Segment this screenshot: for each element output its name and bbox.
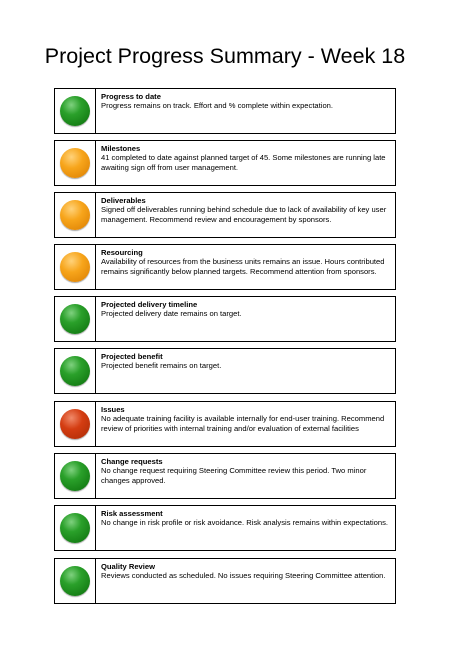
- row-description: Availability of resources from the business units remains an issue. Hours contributed remains significantly below planned targets. Recommend attention from sponsors.: [101, 257, 385, 276]
- status-row-quality-review: [54, 558, 396, 604]
- row-heading: Resourcing: [101, 248, 143, 257]
- row-description: 41 completed to date against planned target of 45. Some milestones are running late awaiting sign off from user management.: [101, 153, 386, 172]
- status-row-risk-assessment: [54, 505, 396, 551]
- row-description: Signed off deliverables running behind schedule due to lack of availability of key user management. Recommend review and encouragement by sponsors.: [101, 205, 387, 224]
- status-row-deliverables: [54, 192, 396, 238]
- page-title: Project Progress Summary - Week 18: [44, 44, 406, 68]
- status-row-change-requests: [54, 453, 396, 499]
- row-description: Reviews conducted as scheduled. No issues requiring Steering Committee attention.: [101, 571, 386, 581]
- row-heading: Milestones: [101, 144, 141, 153]
- row-heading: Progress to date: [101, 92, 161, 101]
- row-heading: Change requests: [101, 457, 163, 466]
- row-description: No change in risk profile or risk avoidance. Risk analysis remains within expectations.: [101, 518, 389, 528]
- status-row-milestones: [54, 140, 396, 186]
- green-light-icon: [60, 566, 90, 596]
- row-heading: Issues: [101, 405, 125, 414]
- green-light-icon: [60, 96, 90, 126]
- row-description: Projected benefit remains on target.: [101, 361, 222, 371]
- green-light-icon: [60, 356, 90, 386]
- row-heading: Quality Review: [101, 562, 156, 571]
- amber-light-icon: [60, 252, 90, 282]
- status-row-progress: [54, 88, 396, 134]
- status-row-delivery-timeline: [54, 296, 396, 342]
- amber-light-icon: [60, 148, 90, 178]
- red-light-icon: [60, 409, 90, 439]
- amber-light-icon: [60, 200, 90, 230]
- row-heading: Deliverables: [101, 196, 146, 205]
- status-row-resourcing: [54, 244, 396, 290]
- green-light-icon: [60, 461, 90, 491]
- row-heading: Projected benefit: [101, 352, 163, 361]
- status-row-issues: [54, 401, 396, 447]
- green-light-icon: [60, 304, 90, 334]
- row-heading: Risk assessment: [101, 509, 163, 518]
- green-light-icon: [60, 513, 90, 543]
- row-description: Progress remains on track. Effort and % complete within expectation.: [101, 101, 334, 111]
- row-description: No change request requiring Steering Committee review this period. Two minor changes approved.: [101, 466, 367, 485]
- row-description: No adequate training facility is available internally for end-user training. Recommend review of priorities with internal training and/or evaluation of external facilities: [101, 414, 385, 433]
- row-heading: Projected delivery timeline: [101, 300, 198, 309]
- status-row-benefit: [54, 348, 396, 394]
- row-description: Projected delivery date remains on target.: [101, 309, 242, 319]
